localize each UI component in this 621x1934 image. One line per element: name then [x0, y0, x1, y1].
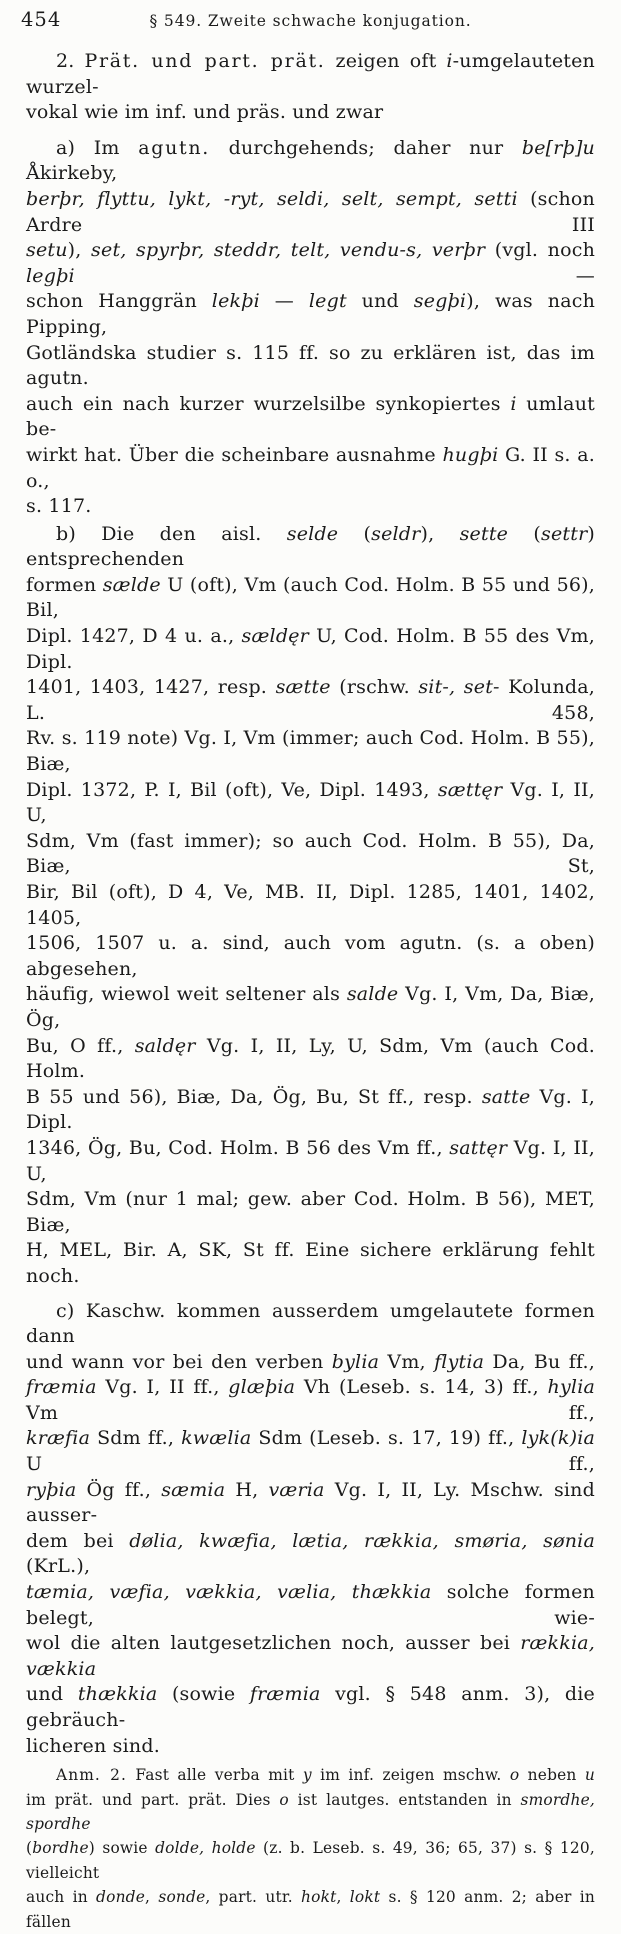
italic-form: rækkia, vækkia	[26, 1632, 595, 1680]
italic-form: sældęr	[241, 625, 309, 648]
paragraph-anm-2	[26, 1763, 595, 1934]
italic-form: væria	[268, 1478, 325, 1501]
italic-form: sæmia	[161, 1478, 226, 1501]
text-line	[26, 1836, 595, 1885]
text-line	[26, 49, 595, 100]
italic-form: lekþi	[211, 290, 260, 313]
text-line	[26, 1682, 595, 1733]
text-run: Vg. I, II, U,	[26, 1136, 596, 1185]
text-line	[26, 1885, 595, 1934]
italic-form: hugþi	[442, 443, 499, 466]
italic-form: lyk(k)ia	[521, 1427, 596, 1450]
text-line	[26, 1580, 595, 1631]
text-line	[26, 1187, 595, 1238]
text-run: Sdm, Vm (fast immer); so auch Cod. Holm. B 55), Da, Biæ, St,	[26, 829, 595, 878]
italic-form: saldęr	[134, 1034, 196, 1057]
italic-form: dølia, kwæfia, lætia, rækkia, smøria, sønia	[129, 1529, 595, 1552]
text-run: Vg. I, II, U,	[26, 778, 596, 827]
italic-form: fræmia	[249, 1683, 321, 1706]
text-run: (schon Ardre III	[26, 187, 595, 236]
text-run: (	[338, 522, 372, 545]
text-line	[26, 573, 595, 624]
text-line	[26, 1375, 595, 1426]
text-line	[26, 675, 595, 726]
italic-form: i	[446, 50, 453, 72]
text-run: häufig, wiewol weit seltener als	[26, 983, 347, 1006]
italic-form: bylia	[331, 1350, 380, 1373]
text-run: auch in	[26, 1888, 97, 1907]
text-run: im prät. und part. prät. Dies	[26, 1790, 280, 1809]
text-run: formen	[26, 573, 103, 596]
text-line	[26, 100, 595, 126]
text-run: s. § 120 anm. 2; aber in fällen	[26, 1888, 595, 1931]
italic-form: sættęr	[437, 778, 503, 801]
paragraph-a	[26, 136, 595, 520]
italic-form: dolde, holde	[155, 1839, 256, 1858]
italic-form: berþr, flyttu, lykt, -ryt, seldi, selt, sempt, setti	[26, 187, 518, 210]
italic-form: glæþia	[228, 1376, 296, 1399]
text-run: durchgehends; daher nur	[210, 136, 522, 159]
italic-form: y	[302, 1766, 312, 1785]
text-run: licheren sind.	[26, 1734, 160, 1757]
italic-form: fræmia	[26, 1376, 97, 1399]
text-run: solche formen belegt, wie-	[26, 1581, 595, 1629]
text-run: zeigen oft	[325, 50, 447, 72]
text-run: (vgl. noch	[485, 239, 596, 262]
text-line	[26, 136, 595, 187]
text-run: G. II s. a. o.,	[26, 443, 595, 492]
text-run: U (oft), Vm (auch Cod. Holm. B 55 und 56), Bil,	[26, 573, 595, 622]
text-run: Sdm, Vm (nur 1 mal; gew. aber Cod. Holm. B 56), MET, Biæ,	[26, 1188, 595, 1236]
text-run: Prät. und part. prät.	[84, 50, 326, 72]
text-line	[26, 1136, 595, 1187]
text-run: -umgelauteten wurzel-	[26, 50, 595, 98]
text-run: agutn.	[138, 136, 211, 159]
text-run: ), was nach Pipping,	[26, 290, 596, 338]
text-run: U ff.,	[26, 1453, 595, 1476]
paragraph-b	[26, 522, 595, 1290]
text-run: im inf. zeigen mschw.	[311, 1766, 510, 1785]
text-run: neben	[519, 1766, 585, 1785]
text-line	[26, 238, 595, 289]
text-run: Kolunda, L. 458,	[26, 676, 596, 724]
italic-form: sit-, set-	[418, 676, 500, 699]
text-run: Bir, Bil (oft), D 4, Ve, MB. II, Dipl. 1285, 1401, 1402, 1405,	[26, 881, 595, 929]
text-line	[26, 494, 595, 520]
text-run: Fast alle verba mit	[127, 1766, 303, 1785]
page-header	[21, 8, 595, 34]
italic-form: legt	[308, 290, 347, 313]
italic-form: sælde	[102, 573, 161, 596]
text-run: Sdm ff.,	[90, 1427, 182, 1450]
italic-form: i	[510, 392, 517, 415]
text-run: (rschw.	[330, 676, 419, 699]
text-line	[26, 443, 595, 494]
text-run: a) Im	[56, 136, 139, 159]
text-run: (KrL.),	[26, 1555, 91, 1578]
text-run: (	[508, 522, 542, 545]
paragraph-2	[26, 49, 595, 126]
text-run: (sowie	[157, 1683, 250, 1706]
text-run: Dipl. 1427, D 4 u. a.,	[26, 625, 242, 648]
page-number: 454	[21, 8, 62, 31]
text-run: 1506, 1507 u. a. sind, auch vom agutn. (s. a oben) abgesehen,	[26, 932, 595, 980]
text-run: Vg. I, II, Ly, U, Sdm, Vm (auch Cod. Holm.	[26, 1034, 595, 1083]
running-title: § 549. Zweite schwache konjugation.	[149, 12, 472, 30]
text-run: —	[74, 264, 595, 287]
text-run: ,	[336, 1888, 350, 1907]
text-run: s. 117.	[26, 495, 92, 518]
text-run: (z. b. Leseb. s. 49, 36; 65, 37) s. § 120, vielleicht	[26, 1839, 595, 1882]
text-run: 2.	[56, 50, 85, 72]
text-run: Vg. I, Dipl.	[26, 1085, 595, 1134]
text-run: wol die alten lautgesetzlichen noch, ausser bei	[26, 1632, 521, 1655]
text-run: vgl. § 548 anm. 3), die gebräuch-	[26, 1683, 595, 1731]
text-run: U, Cod. Holm. B 55 des Vm, Dipl.	[26, 625, 595, 673]
text-line	[26, 1478, 595, 1529]
text-run: B 55 und 56), Biæ, Da, Ög, Bu, St ff., resp.	[26, 1085, 482, 1108]
text-run: und	[26, 1683, 78, 1706]
text-run: Vm ff.,	[26, 1401, 595, 1424]
text-run: —	[259, 290, 309, 313]
text-run: Sdm (Leseb. s. 17, 19) ff.,	[251, 1427, 522, 1450]
text-run: 1346, Ög, Bu, Cod. Holm. B 56 des Vm ff.,	[26, 1136, 450, 1159]
text-line	[26, 1238, 595, 1289]
italic-form: donde	[96, 1888, 146, 1907]
italic-form: settr	[541, 522, 588, 545]
text-run: dem bei	[26, 1529, 130, 1552]
italic-form: satte	[481, 1085, 531, 1108]
italic-form: o	[279, 1790, 289, 1809]
italic-form: hylia	[547, 1376, 595, 1399]
text-line	[26, 341, 595, 392]
text-run: Vg. I, Vm, Da, Biæ, Ög,	[26, 983, 595, 1031]
text-run: ),	[67, 239, 92, 262]
italic-form: o	[509, 1766, 520, 1785]
italic-form: tæmia, væfia, vækkia, vælia, thækkia	[26, 1581, 432, 1604]
italic-form: be[rþ]u	[521, 136, 595, 159]
text-line	[26, 829, 595, 880]
text-run: Vh (Leseb. s. 14, 3) ff.,	[295, 1376, 548, 1399]
text-run: H, MEL, Bir. A, SK, St ff. Eine sichere erklärung fehlt noch.	[26, 1239, 595, 1287]
text-run: Bu, O ff.,	[26, 1034, 135, 1057]
italic-form: smordhe, spordhe	[26, 1790, 595, 1833]
italic-form: salde	[346, 983, 399, 1006]
italic-form: setu	[26, 239, 68, 262]
text-run: ) entsprechenden	[26, 522, 595, 571]
text-line	[26, 982, 595, 1033]
text-run: (	[26, 1839, 33, 1858]
text-run: vokal wie im inf. und präs. und zwar	[26, 101, 384, 124]
text-line	[26, 931, 595, 982]
italic-form: set, spyrþr, steddr, telt, vendu-s, verþr	[91, 239, 486, 262]
italic-form: seldr	[371, 522, 421, 545]
text-run: Gotländska studier s. 115 ff. so zu erklären ist, das im agutn.	[26, 341, 595, 390]
text-run: und wann vor bei den verben	[26, 1350, 332, 1373]
text-line	[26, 1299, 595, 1350]
text-run: Vg. I, II, Ly. Mschw. sind ausser-	[26, 1478, 595, 1527]
italic-form: ryþia	[26, 1478, 77, 1501]
text-run: H,	[225, 1478, 269, 1501]
italic-form: hokt	[300, 1888, 337, 1907]
text-line	[26, 1734, 595, 1760]
italic-form: u	[584, 1766, 596, 1785]
italic-form: selde	[286, 522, 339, 545]
italic-form: kwælia	[181, 1427, 252, 1450]
italic-form: flytia	[434, 1350, 485, 1373]
text-run: auch ein nach kurzer wurzelsilbe synkopiertes	[26, 392, 511, 415]
text-line	[26, 289, 595, 340]
text-line	[26, 1788, 595, 1837]
text-line	[26, 624, 595, 675]
italic-form: legþi	[26, 264, 75, 287]
text-run: und	[346, 290, 414, 313]
text-run: Vm,	[379, 1350, 435, 1373]
text-line	[26, 187, 595, 238]
text-run: 1401, 1403, 1427, resp.	[26, 676, 276, 699]
italic-form: sætte	[275, 676, 331, 699]
italic-form: sonde	[158, 1888, 206, 1907]
italic-form: segþi	[413, 290, 467, 313]
text-line	[26, 1085, 595, 1136]
text-run: Ög ff.,	[76, 1478, 162, 1501]
text-line	[26, 726, 595, 777]
italic-form: bordhe	[32, 1839, 89, 1858]
text-block	[26, 49, 595, 1934]
text-run: Da, Bu ff.,	[484, 1350, 596, 1373]
text-line	[26, 880, 595, 931]
text-line	[26, 392, 595, 443]
text-run: schon Hanggrän	[26, 290, 212, 313]
italic-form: sette	[459, 522, 509, 545]
text-run: ),	[420, 522, 460, 545]
text-run: Rv. s. 119 note) Vg. I, Vm (immer; auch Cod. Holm. B 55), Biæ,	[26, 727, 595, 776]
text-run: , part. utr.	[205, 1888, 301, 1907]
text-run: ist lautges. entstanden in	[288, 1790, 521, 1809]
text-line	[26, 1631, 595, 1682]
italic-form: sattęr	[449, 1136, 508, 1159]
text-line	[26, 1034, 595, 1085]
text-line	[26, 1763, 595, 1787]
text-line	[26, 522, 595, 573]
text-run: wirkt hat. Über die scheinbare ausnahme	[26, 443, 443, 466]
text-run: c) Kaschw. kommen ausserdem umgelautete formen dann	[26, 1299, 595, 1348]
italic-form: lokt	[349, 1888, 381, 1907]
paragraph-c	[26, 1299, 595, 1760]
text-run: Åkirkeby,	[26, 162, 118, 185]
text-run: ) sowie	[88, 1839, 156, 1858]
text-line	[26, 778, 595, 829]
text-run: ,	[145, 1888, 159, 1907]
text-run: b) Die den aisl.	[56, 522, 287, 545]
text-run: Vg. I, II ff.,	[96, 1376, 229, 1399]
text-run: Anm. 2.	[56, 1766, 128, 1785]
text-run: umlaut be-	[26, 392, 595, 441]
italic-form: thækkia	[77, 1683, 158, 1706]
text-run: Dipl. 1372, P. I, Bil (oft), Ve, Dipl. 1493,	[26, 778, 438, 801]
text-line	[26, 1529, 595, 1580]
italic-form: kræfia	[26, 1427, 91, 1450]
text-line	[26, 1350, 595, 1376]
text-line	[26, 1426, 595, 1477]
